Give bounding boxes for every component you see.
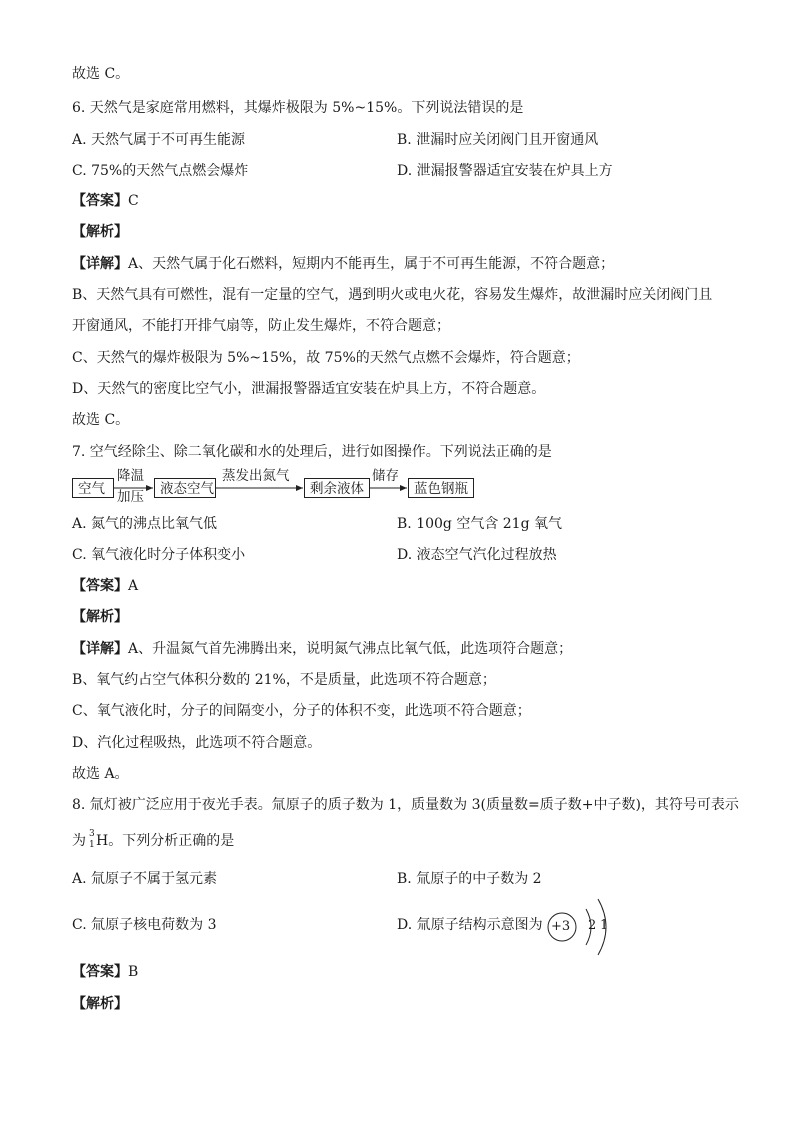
answer-tag: 【答案】 bbox=[72, 578, 128, 594]
q7-detail-2: B、氧气约占空气体积分数的 21%，不是质量，此选项不符合题意； bbox=[72, 672, 496, 688]
q8-stem-post: 。下列分析正确的是 bbox=[108, 833, 235, 849]
q6-stem: 6. 天然气是家庭常用燃料，其爆炸极限为 5%~15%。下列说法错误的是 bbox=[72, 100, 524, 116]
flow-arrows bbox=[0, 0, 794, 520]
q8-analysis-tag bbox=[72, 994, 128, 1014]
answer-value: C bbox=[128, 193, 139, 209]
q8-stem-line2 bbox=[72, 831, 234, 851]
q8-option-c: C. 氚原子核电荷数为 3 bbox=[72, 917, 217, 933]
q8-stem-pre: 为 bbox=[72, 833, 86, 849]
q8-option-a: A. 氚原子不属于氢元素 bbox=[72, 871, 218, 887]
q6-option-a: A. 天然气属于不可再生能源 bbox=[72, 132, 246, 148]
analysis-tag: 【解析】 bbox=[72, 224, 128, 240]
q6-detail-5: D、天然气的密度比空气小，泄漏报警器适宜安装在炉具上方，不符合题意。 bbox=[72, 381, 546, 397]
nucleus-charge: +3 bbox=[551, 919, 571, 934]
q7-detail-4: D、汽化过程吸热，此选项不符合题意。 bbox=[72, 735, 322, 751]
q5-conclusion: 故选 C。 bbox=[72, 66, 130, 82]
flow-label-store: 储存 bbox=[372, 468, 399, 484]
q7-answer bbox=[72, 576, 138, 596]
q6-option-b: B. 泄漏时应关闭阀门且开窗通风 bbox=[397, 132, 599, 148]
answer-value: B bbox=[128, 964, 139, 980]
tritium-isotope-notation bbox=[86, 831, 96, 851]
flow-label-pressurize: 加压 bbox=[117, 489, 144, 505]
q6-detail-4: C、天然气的爆炸极限为 5%~15%，故 75%的天然气点燃不会爆炸，符合题意； bbox=[72, 350, 580, 366]
q7-detail-1-text: A、升温氮气首先沸腾出来，说明氮气沸点比氧气低，此选项符合题意； bbox=[128, 641, 573, 657]
q6-option-c: C. 75%的天然气点燃会爆炸 bbox=[72, 163, 249, 179]
analysis-tag: 【解析】 bbox=[72, 996, 128, 1012]
flow-label-evaporate-n2: 蒸发出氮气 bbox=[222, 468, 290, 484]
answer-tag: 【答案】 bbox=[72, 964, 128, 980]
flow-box-air: 空气 bbox=[72, 478, 114, 498]
isotope-atomic-number: 1 bbox=[89, 840, 95, 850]
isotope-mass-number: 3 bbox=[89, 829, 95, 839]
atom-structure-diagram bbox=[540, 893, 620, 957]
q8-option-b: B. 氚原子的中子数为 2 bbox=[397, 871, 542, 887]
q7-conclusion: 故选 A。 bbox=[72, 766, 129, 782]
q7-option-c: C. 氧气液化时分子体积变小 bbox=[72, 547, 246, 563]
flow-box-blue-cylinder: 蓝色钢瓶 bbox=[408, 478, 474, 498]
shell-2-electrons: 1 bbox=[600, 918, 609, 933]
answer-value: A bbox=[128, 578, 139, 594]
q7-detail-1 bbox=[72, 639, 572, 659]
q6-conclusion: 故选 C。 bbox=[72, 412, 130, 428]
q7-option-a: A. 氮气的沸点比氧气低 bbox=[72, 516, 218, 532]
q6-option-d: D. 泄漏报警器适宜安装在炉具上方 bbox=[397, 163, 613, 179]
q7-detail-3: C、氧气液化时，分子的间隔变小，分子的体积不变，此选项不符合题意； bbox=[72, 703, 531, 719]
q8-option-d: D. 氚原子结构示意图为 bbox=[397, 917, 543, 933]
isotope-symbol: H bbox=[96, 833, 109, 849]
flow-label-cool: 降温 bbox=[117, 468, 144, 484]
q6-detail-3: 开窗通风，不能打开排气扇等，防止发生爆炸，不符合题意； bbox=[72, 318, 450, 334]
q8-answer bbox=[72, 962, 138, 982]
q7-stem: 7. 空气经除尘、除二氧化碳和水的处理后，进行如图操作。下列说法正确的是 bbox=[72, 444, 552, 460]
q7-analysis-tag bbox=[72, 607, 128, 627]
q7-option-d: D. 液态空气汽化过程放热 bbox=[397, 547, 557, 563]
shell-1-electrons: 2 bbox=[588, 918, 597, 933]
q6-detail-2: B、天然气具有可燃性，混有一定量的空气，遇到明火或电火花，容易发生爆炸，故泄漏时应关闭阀门且 bbox=[72, 287, 713, 303]
detail-tag: 【详解】 bbox=[72, 641, 128, 657]
flow-box-liquid-air: 液态空气 bbox=[154, 478, 216, 498]
q7-option-b: B. 100g 空气含 21g 氧气 bbox=[397, 516, 562, 532]
flow-box-remaining-liquid: 剩余液体 bbox=[304, 478, 370, 498]
detail-tag: 【详解】 bbox=[72, 256, 128, 272]
q6-detail-1-text: A、天然气属于化石燃料，短期内不能再生，属于不可再生能源，不符合题意； bbox=[128, 256, 615, 272]
q8-stem-line1: 8. 氚灯被广泛应用于夜光手表。氚原子的质子数为 1，质量数为 3(质量数=质子数+中子数)，其符号可表示 bbox=[72, 797, 739, 813]
answer-tag: 【答案】 bbox=[72, 193, 128, 209]
analysis-tag: 【解析】 bbox=[72, 609, 128, 625]
